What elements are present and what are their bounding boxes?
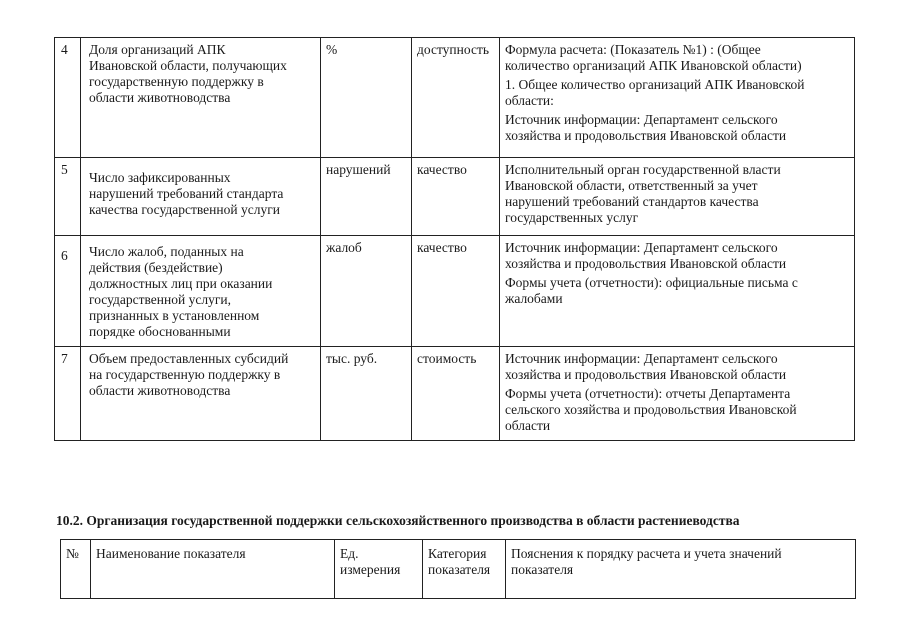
- indicator-unit: тыс. руб.: [321, 347, 412, 441]
- column-header-notes: Пояснения к порядку расчета и учета значений показателя: [506, 540, 856, 599]
- note-block: Формы учета (отчетности): отчеты Департамента сельского хозяйства и продовольствия Ивановской области: [505, 386, 797, 433]
- indicator-category: качество: [412, 236, 500, 347]
- indicator-notes: [500, 347, 855, 441]
- note-block: Источник информации: Департамент сельского хозяйства и продовольствия Ивановской области: [505, 240, 787, 271]
- column-header-category: Категория показателя: [423, 540, 506, 599]
- column-header-number: №: [61, 540, 91, 599]
- column-header-unit: Ед. измерения: [335, 540, 423, 599]
- note-block: 1. Общее количество организаций АПК Ивановской области:: [505, 77, 805, 108]
- indicator-notes: [500, 158, 855, 236]
- section-heading: 10.2. Организация государственной поддержки сельскохозяйственного производства в области растениеводства: [56, 513, 740, 528]
- indicator-unit: жалоб: [321, 236, 412, 347]
- table-row: [55, 236, 855, 347]
- indicator-category: качество: [412, 158, 500, 236]
- note-block: Исполнительный орган государственной власти Ивановской области, ответственный за учет нарушений требований стандартов качества государственных услуг: [505, 162, 781, 225]
- column-header-name: Наименование показателя: [91, 540, 335, 599]
- row-number: 5: [55, 158, 81, 236]
- indicator-name: Число зафиксированных нарушений требований стандарта качества государственной услуги: [81, 158, 321, 236]
- row-number: 6: [55, 236, 81, 347]
- indicator-name: Объем предоставленных субсидий на государственную поддержку в области животноводства: [81, 347, 321, 441]
- indicator-unit: нарушений: [321, 158, 412, 236]
- note-block: Источник информации: Департамент сельского хозяйства и продовольствия Ивановской области: [505, 112, 787, 143]
- note-block: Источник информации: Департамент сельского хозяйства и продовольствия Ивановской области: [505, 351, 787, 382]
- indicator-category: стоимость: [412, 347, 500, 441]
- row-number: 4: [55, 38, 81, 158]
- indicator-category: доступность: [412, 38, 500, 158]
- indicator-notes: [500, 38, 855, 158]
- table-row: [55, 38, 855, 158]
- indicator-name: Доля организаций АПК Ивановской области, получающих государственную поддержку в области животноводства: [81, 38, 321, 158]
- indicators-table: [54, 37, 855, 441]
- indicator-unit: %: [321, 38, 412, 158]
- table-row: [55, 158, 855, 236]
- header-row: [61, 540, 856, 599]
- note-block: Формы учета (отчетности): официальные письма с жалобами: [505, 275, 798, 306]
- indicator-name: Число жалоб, поданных на действия (бездействие) должностных лиц при оказании государственной услуги, признанных в установленном порядке обоснованными: [81, 236, 321, 347]
- row-number: 7: [55, 347, 81, 441]
- table-row: [55, 347, 855, 441]
- indicator-notes: [500, 236, 855, 347]
- note-block: Формула расчета: (Показатель №1) : (Общее количество организаций АПК Ивановской области): [505, 42, 802, 73]
- section-header-table: [60, 539, 856, 599]
